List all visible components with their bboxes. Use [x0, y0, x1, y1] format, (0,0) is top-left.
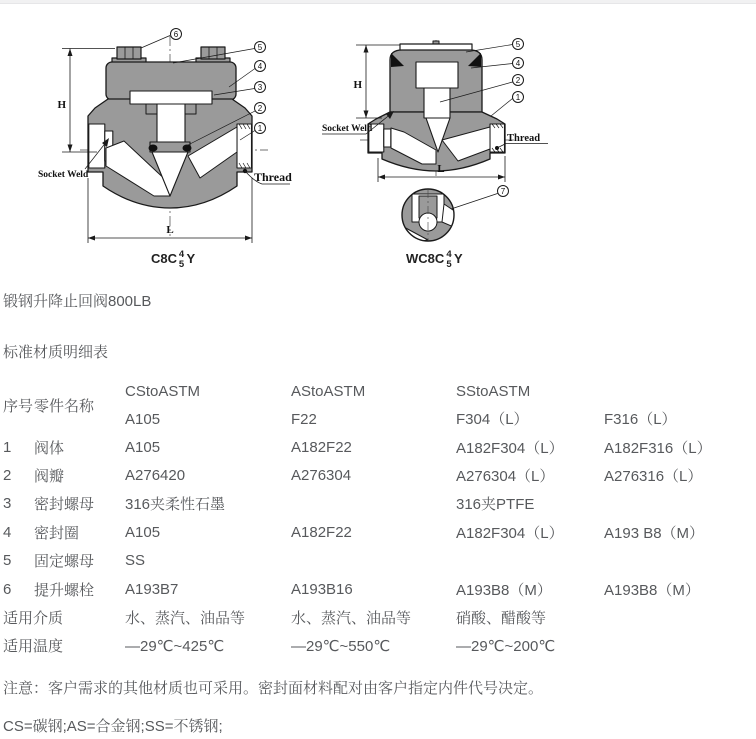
col-header-part: 零件名称	[34, 398, 95, 415]
row-number: 4	[3, 523, 12, 541]
seal-ring-left	[149, 145, 158, 152]
table-cell: A182F316（L）	[604, 439, 712, 457]
table-cell: A182F22	[291, 438, 352, 456]
materials-table-heading: 标准材质明细表	[3, 344, 109, 361]
threaded-port	[237, 124, 252, 168]
row-label: 适用温度	[3, 638, 64, 656]
svg-text:C8C: C8C	[151, 251, 178, 266]
media-row	[3, 603, 755, 631]
svg-text:WC8C: WC8C	[406, 251, 445, 266]
svg-text:3: 3	[257, 83, 263, 92]
table-row	[3, 575, 755, 603]
row-number: 6	[3, 580, 12, 598]
part-name: 提升螺栓	[34, 581, 95, 599]
table-cell: A193B8（M）	[456, 581, 552, 599]
note-text: 注意：客户需求的其他材质也可采用。密封面材料配对由客户指定内件代号决定。	[3, 680, 544, 697]
table-cell: A276304（L）	[456, 468, 555, 486]
table-row	[3, 461, 755, 489]
valve-drawings	[0, 0, 756, 285]
part-name: 阀瓣	[34, 468, 65, 486]
row-number: 1	[3, 438, 12, 456]
table-cell: A276420	[125, 467, 186, 485]
thread-label: Thread	[507, 133, 541, 144]
legend-text: CS=碳钢;AS=合金钢;SS=不锈钢;	[3, 718, 223, 735]
row-number: 2	[3, 467, 12, 485]
row-label: 适用介质	[3, 610, 64, 628]
svg-text:4: 4	[257, 62, 263, 71]
left-valve-caption	[151, 249, 196, 270]
table-header-row	[3, 378, 755, 433]
part-name: 阀体	[34, 439, 65, 457]
bonnet-bolts	[112, 47, 230, 63]
table-cell: A105	[125, 523, 161, 541]
col-header-cs	[125, 378, 291, 433]
svg-text:1: 1	[515, 93, 521, 102]
detail-circle	[402, 186, 509, 245]
callout-6	[141, 29, 182, 49]
socket-weld-label: Socket Weld	[322, 124, 373, 134]
svg-text:5: 5	[446, 259, 452, 270]
part-name: 密封螺母	[34, 496, 95, 514]
l-dimension-label: L	[166, 224, 174, 236]
col-header-as	[291, 378, 456, 433]
socket-weld-label: Socket Weld	[38, 170, 89, 180]
table-cell: A182F304（L）	[456, 524, 564, 542]
table-cell: 水、蒸汽、油品等	[125, 610, 246, 628]
table-cell: —29℃~425℃	[125, 637, 225, 655]
part-name: 固定螺母	[34, 553, 95, 571]
table-cell: —29℃~550℃	[291, 637, 391, 655]
table-cell: A182F304（L）	[456, 439, 564, 457]
header-line	[604, 378, 755, 406]
header-line: A105	[125, 410, 161, 428]
piston-head	[416, 62, 458, 88]
materials-table	[3, 378, 755, 660]
table-cell: A276304	[291, 467, 352, 485]
l-dimension-label: L	[437, 163, 445, 175]
piston	[424, 88, 450, 118]
left-valve-drawing	[38, 29, 292, 271]
table-row	[3, 490, 755, 518]
table-cell: 水、蒸汽、油品等	[291, 610, 412, 628]
table-cell: —29℃~200℃	[456, 637, 556, 655]
svg-text:2: 2	[515, 76, 521, 85]
header-line: SStoASTM	[456, 383, 531, 400]
table-row	[3, 547, 755, 575]
header-line: F316（L）	[604, 410, 677, 428]
row-number: 5	[3, 552, 12, 570]
header-line: CStoASTM	[125, 383, 201, 400]
bonnet-gasket	[130, 91, 212, 104]
col-header-ss	[456, 378, 604, 433]
table-cell: 硝酸、醋酸等	[456, 610, 547, 628]
table-row	[3, 518, 755, 546]
svg-text:5: 5	[257, 43, 263, 52]
table-cell: A193B8（M）	[604, 581, 700, 599]
right-valve-caption	[406, 249, 463, 270]
col-header-no: 序号	[3, 398, 34, 415]
temperature-row	[3, 632, 755, 660]
table-row	[3, 433, 755, 461]
svg-text:5: 5	[178, 259, 185, 270]
table-cell: A193B16	[291, 580, 353, 598]
h-dimension-label: H	[57, 99, 66, 111]
svg-text:6: 6	[173, 30, 179, 39]
header-line: AStoASTM	[291, 383, 366, 400]
svg-text:Y: Y	[454, 251, 463, 266]
right-valve-drawing	[322, 39, 548, 271]
table-cell: A182F22	[291, 523, 352, 541]
part-name: 密封圈	[34, 524, 80, 542]
table-cell: A276316（L）	[604, 468, 703, 486]
piston	[157, 104, 185, 142]
col-header-f316	[604, 378, 755, 433]
svg-text:Y: Y	[186, 251, 196, 266]
thread-label: Thread	[254, 170, 292, 184]
svg-text:5: 5	[515, 40, 521, 49]
table-cell: SS	[125, 552, 146, 570]
svg-text:7: 7	[500, 187, 506, 196]
h-dimension-label: H	[353, 79, 362, 91]
svg-text:4: 4	[178, 249, 185, 260]
row-number: 3	[3, 495, 12, 513]
valve-drawing-canvas	[0, 0, 756, 285]
header-line: F22	[291, 410, 317, 428]
page-title: 锻钢升降止回阀800LB	[3, 293, 152, 310]
svg-text:4: 4	[515, 59, 521, 68]
callout-1	[491, 92, 524, 117]
table-cell: 316夹柔性石墨	[125, 496, 226, 514]
table-cell: A193B7	[125, 580, 179, 598]
table-cell: A193 B8（M）	[604, 524, 705, 542]
table-cell: A105	[125, 438, 161, 456]
svg-text:1: 1	[257, 124, 263, 133]
header-line: F304（L）	[456, 410, 529, 428]
callout-7	[451, 186, 509, 210]
svg-text:2: 2	[257, 104, 263, 113]
table-cell: 316夹PTFE	[456, 496, 535, 514]
svg-text:4: 4	[446, 249, 452, 260]
